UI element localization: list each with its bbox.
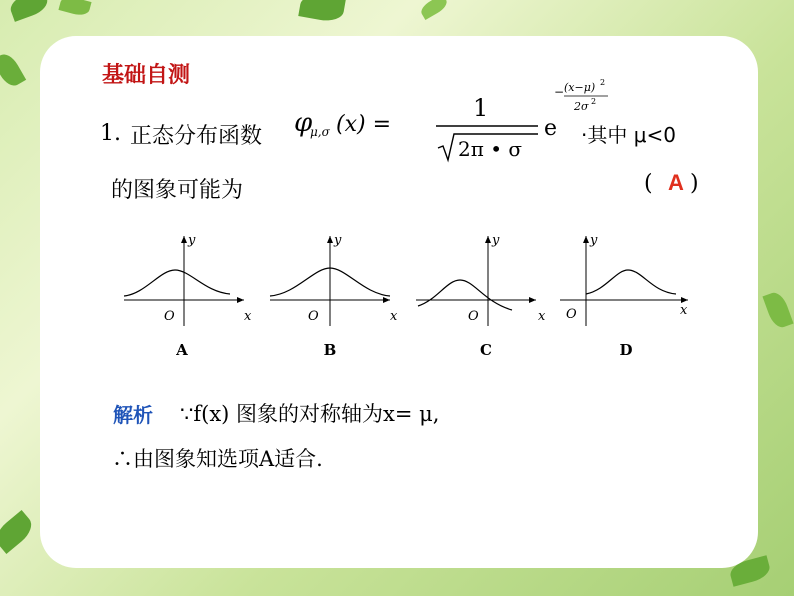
origin-label: O xyxy=(468,309,479,324)
graph-option-a xyxy=(120,230,260,330)
question-condition: ·其中 μ<0 xyxy=(581,123,676,147)
formula-phi: φ xyxy=(294,108,313,138)
x-axis-arrow xyxy=(529,297,536,303)
leaf-decoration xyxy=(418,0,449,20)
answer-choice: A xyxy=(668,170,684,195)
y-axis-label: y xyxy=(590,233,598,248)
formula-e: e xyxy=(544,116,558,141)
question-text: 正态分布函数 xyxy=(130,124,263,149)
origin-label: O xyxy=(566,307,577,322)
option-label-a: A xyxy=(176,341,188,359)
exp-denominator: 2σ xyxy=(574,100,589,113)
x-axis-label: x xyxy=(390,309,398,324)
answer-paren-left: ( xyxy=(644,171,653,196)
question-number: 1. xyxy=(100,121,121,146)
exp-numerator-power: 2 xyxy=(600,78,606,87)
bell-curve xyxy=(586,270,676,294)
question-line2: 的图象可能为 xyxy=(111,178,244,203)
bell-curve xyxy=(418,280,512,310)
origin-label: O xyxy=(308,309,319,324)
y-axis-arrow xyxy=(583,236,589,243)
graph-option-c xyxy=(412,230,552,330)
option-label-b: B xyxy=(323,341,337,359)
solution-label: 解析 xyxy=(113,403,153,427)
graph-option-b xyxy=(266,230,406,330)
y-axis-label: y xyxy=(188,233,196,248)
solution-line-2: ∴由图象知选项A适合. xyxy=(112,447,323,471)
slide-heading: 基础自测 xyxy=(102,63,191,88)
exp-minus: − xyxy=(554,85,565,99)
y-axis-arrow xyxy=(327,236,333,243)
answer-paren-right: ) xyxy=(690,171,699,196)
leaf-decoration xyxy=(0,50,26,89)
exp-numerator: (x−μ) xyxy=(564,81,596,94)
y-axis-arrow xyxy=(485,236,491,243)
x-axis-label: x xyxy=(680,303,688,318)
leaf-decoration xyxy=(7,0,50,22)
x-axis-arrow xyxy=(237,297,244,303)
option-label-d: D xyxy=(619,341,633,359)
leaf-decoration xyxy=(0,510,37,554)
formula-numerator: 1 xyxy=(473,94,489,122)
slide-card xyxy=(40,36,758,568)
formula-denominator: 2π • σ xyxy=(458,137,523,161)
bell-curve xyxy=(124,270,230,296)
formula-subscript: μ,σ xyxy=(310,125,330,139)
graph-option-d xyxy=(556,230,696,330)
exp-denominator-power: 2 xyxy=(591,97,597,106)
y-axis-label: y xyxy=(492,233,500,248)
x-axis-arrow xyxy=(383,297,390,303)
formula-arg: (x) = xyxy=(336,112,391,137)
solution-line-1: ∵f(x) 图象的对称轴为x= μ, xyxy=(180,402,440,426)
normal-distribution-formula xyxy=(288,86,588,166)
y-axis-arrow xyxy=(181,236,187,243)
y-axis-label: y xyxy=(334,233,342,248)
origin-label: O xyxy=(164,309,175,324)
x-axis-label: x xyxy=(538,309,546,324)
x-axis-label: x xyxy=(244,309,252,324)
option-label-c: C xyxy=(480,341,492,359)
leaf-decoration xyxy=(762,290,793,331)
leaf-decoration xyxy=(298,0,345,24)
leaf-decoration xyxy=(58,0,91,18)
